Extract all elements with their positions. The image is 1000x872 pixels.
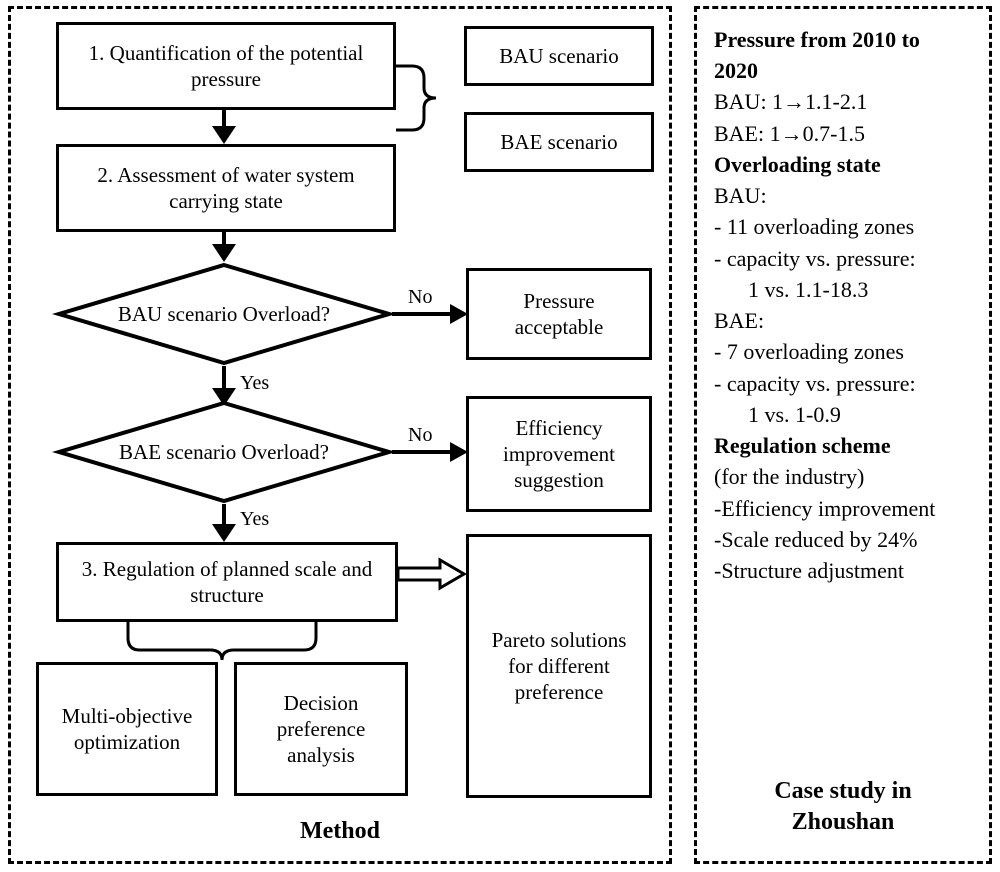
node-multi-objective-optimization-label: Multi-objective optimization bbox=[61, 703, 193, 754]
case-line: BAU: 1→1.1-2.1 bbox=[714, 89, 868, 115]
node-decision-bau-overload-label: BAU scenario Overload? bbox=[117, 301, 331, 326]
edge-label-no-bau: No bbox=[408, 286, 433, 308]
case-line: 2020 bbox=[714, 58, 758, 84]
node-step3[interactable] bbox=[56, 542, 398, 622]
node-pareto-solutions-label: Pareto solutions for different preference bbox=[491, 627, 627, 705]
node-pressure-acceptable[interactable] bbox=[466, 268, 652, 360]
edge-label-yes-bau: Yes bbox=[240, 372, 270, 394]
node-step1[interactable] bbox=[56, 22, 396, 110]
case-line: - capacity vs. pressure: bbox=[714, 370, 916, 396]
edge-label-yes-bae: Yes bbox=[240, 508, 270, 530]
case-line: -Efficiency improvement bbox=[714, 495, 936, 521]
case-line: (for the industry) bbox=[714, 464, 865, 490]
case-line: 1 vs. 1-0.9 bbox=[748, 401, 841, 427]
case-line: 1 vs. 1.1-18.3 bbox=[748, 276, 869, 302]
node-pressure-acceptable-label: Pressure acceptable bbox=[514, 288, 604, 339]
node-bau-scenario[interactable] bbox=[464, 26, 654, 86]
case-line: - 7 overloading zones bbox=[714, 339, 904, 365]
node-decision-preference-analysis[interactable] bbox=[234, 662, 408, 796]
node-step2[interactable] bbox=[56, 144, 396, 232]
node-decision-bae-overload[interactable] bbox=[56, 400, 392, 504]
case-line: -Structure adjustment bbox=[714, 557, 905, 583]
case-caption-line: Zhoushan bbox=[791, 809, 895, 836]
node-decision-preference-analysis-label: Decision preference analysis bbox=[276, 690, 366, 768]
node-bae-scenario[interactable] bbox=[464, 112, 654, 172]
node-decision-bau-overload[interactable] bbox=[56, 262, 392, 366]
node-step3-label: 3. Regulation of planned scale and structure bbox=[81, 556, 373, 607]
case-line: BAE: 1→0.7-1.5 bbox=[714, 120, 865, 146]
case-line: Overloading state bbox=[714, 151, 881, 177]
node-pareto-solutions[interactable] bbox=[466, 534, 652, 798]
case-line: -Scale reduced by 24% bbox=[714, 526, 918, 552]
node-bau-scenario-label: BAU scenario bbox=[499, 43, 619, 68]
node-step2-label: 2. Assessment of water system carrying state bbox=[97, 162, 355, 213]
case-study-text bbox=[714, 24, 980, 586]
case-caption-line: Case study in bbox=[774, 778, 912, 804]
case-line: BAE: bbox=[714, 308, 765, 334]
node-decision-bae-overload-label: BAE scenario Overload? bbox=[119, 439, 329, 464]
edge-label-no-bae: No bbox=[408, 424, 433, 446]
case-line: Regulation scheme bbox=[714, 433, 891, 459]
node-bae-scenario-label: BAE scenario bbox=[500, 129, 618, 154]
case-line: - capacity vs. pressure: bbox=[714, 245, 916, 271]
node-step1-label: 1. Quantification of the potential pressure bbox=[88, 40, 364, 91]
node-efficiency-suggestion-label: Efficiency improvement suggestion bbox=[503, 415, 615, 493]
case-line: Pressure from 2010 to bbox=[714, 27, 920, 52]
case-line: - 11 overloading zones bbox=[714, 214, 915, 240]
method-caption: Method bbox=[300, 818, 380, 844]
case-study-caption bbox=[694, 776, 992, 838]
node-efficiency-suggestion[interactable] bbox=[466, 396, 652, 512]
case-line: BAU: bbox=[714, 183, 767, 209]
node-multi-objective-optimization[interactable] bbox=[36, 662, 218, 796]
